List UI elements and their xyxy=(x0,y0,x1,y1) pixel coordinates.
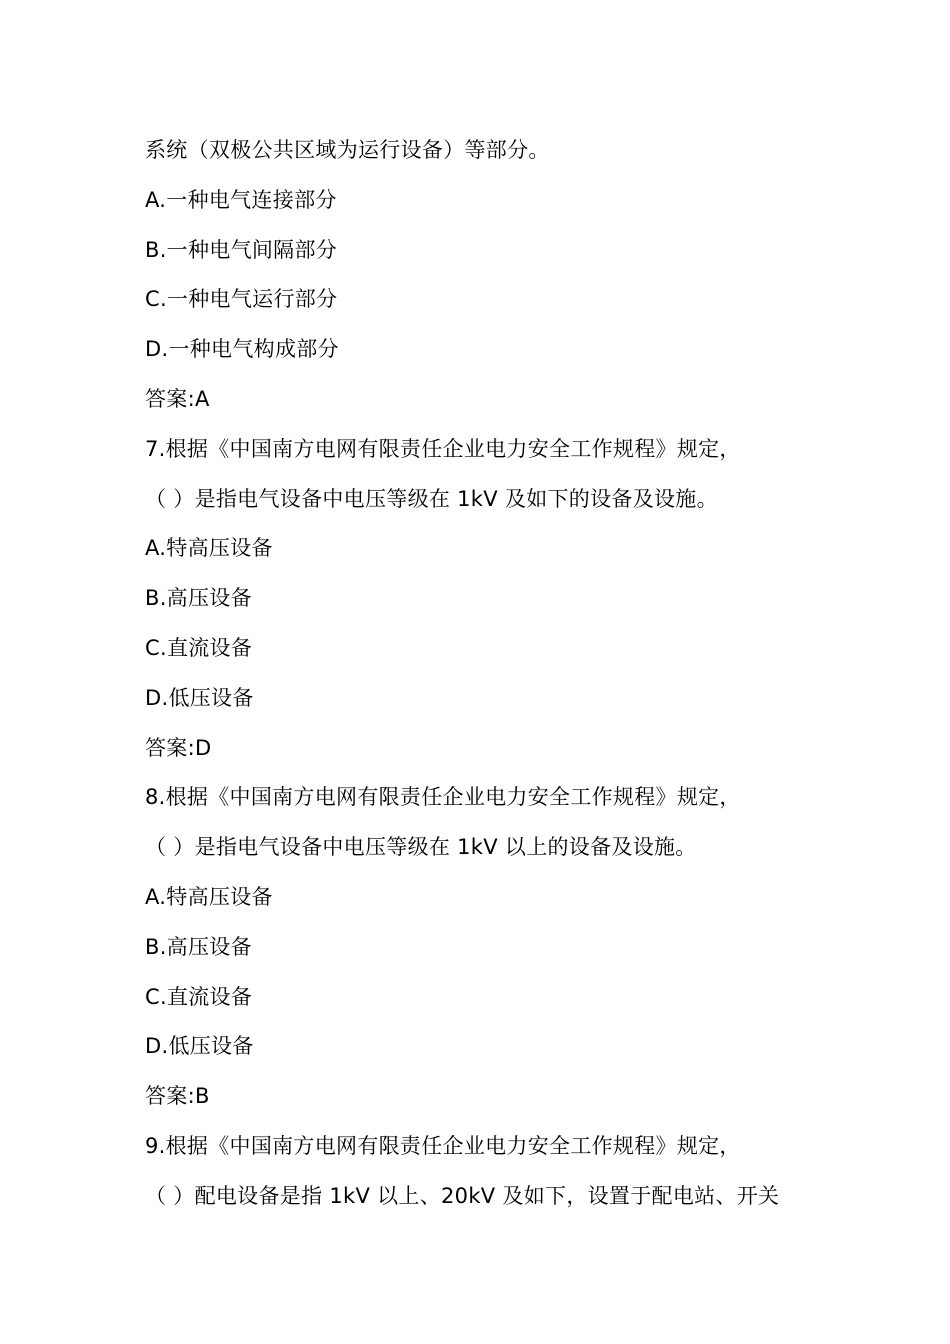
question-7-text-continued: （ ）是指电气设备中电压等级在 1kV 及如下的设备及设施。 xyxy=(145,486,718,511)
q6-option-d: D.一种电气构成部分 xyxy=(145,337,339,362)
question-9-text-continued: （ ）配电设备是指 1kV 以上、20kV 及如下，设置于配电站、开关 xyxy=(145,1183,780,1208)
question-7-text: 7.根据《中国南方电网有限责任企业电力安全工作规程》规定， xyxy=(145,436,741,461)
q7-option-b: B.高压设备 xyxy=(145,586,252,611)
q6-option-c: C.一种电气运行部分 xyxy=(145,287,338,312)
question-8-text-continued: （ ）是指电气设备中电压等级在 1kV 以上的设备及设施。 xyxy=(145,835,697,860)
question-8-text: 8.根据《中国南方电网有限责任企业电力安全工作规程》规定， xyxy=(145,785,741,810)
q7-option-a: A.特高压设备 xyxy=(145,536,273,561)
q6-option-b: B.一种电气间隔部分 xyxy=(145,237,338,262)
document-body xyxy=(145,126,825,1222)
q8-answer: 答案:B xyxy=(145,1084,210,1109)
q8-option-d: D.低压设备 xyxy=(145,1034,254,1059)
q7-answer: 答案:D xyxy=(145,735,212,760)
question-9-text: 9.根据《中国南方电网有限责任企业电力安全工作规程》规定， xyxy=(145,1133,741,1158)
q6-answer: 答案:A xyxy=(145,386,210,411)
q8-option-c: C.直流设备 xyxy=(145,984,253,1009)
q8-option-b: B.高压设备 xyxy=(145,934,252,959)
q6-option-a: A.一种电气连接部分 xyxy=(145,187,337,212)
q7-option-d: D.低压设备 xyxy=(145,685,254,710)
q8-option-a: A.特高压设备 xyxy=(145,884,273,909)
q7-option-c: C.直流设备 xyxy=(145,635,253,660)
question-6-continuation: 系统（双极公共区域为运行设备）等部分。 xyxy=(145,138,550,162)
